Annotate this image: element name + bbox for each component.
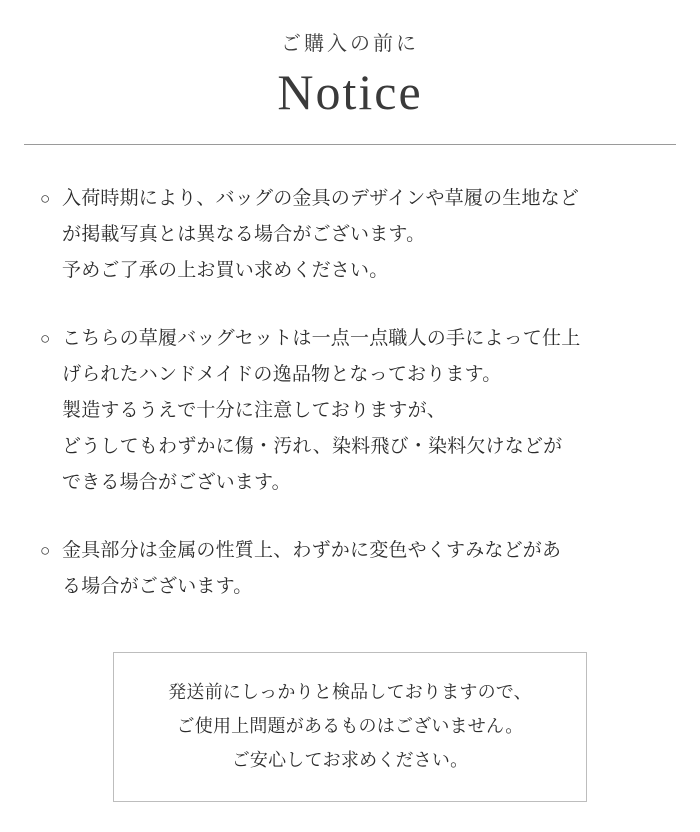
notice-line: げられたハンドメイドの逸品物となっております。 [62, 363, 502, 385]
callout-box [113, 652, 587, 802]
page-title: Notice [277, 64, 423, 120]
header-subtitle: ご購入の前に [281, 33, 419, 55]
callout-line: ご安心してお求めください。 [231, 750, 469, 770]
circle-bullet-icon: ○ [40, 328, 51, 348]
circle-bullet-icon: ○ [40, 188, 51, 208]
notice-line: 製造するうえで十分に注意しておりますが、 [62, 399, 447, 421]
notice-line: 金具部分は金属の性質上、わずかに変色やくすみなどがあ [62, 539, 562, 561]
notice-item-body [62, 533, 660, 605]
notice-item [40, 533, 660, 605]
notice-line: 入荷時期により、バッグの金具のデザインや草履の生地など [62, 187, 580, 209]
callout-line: 発送前にしっかりと検品しておりますので、 [168, 682, 532, 702]
notice-line: が掲載写真とは異なる場合がございます。 [62, 223, 426, 245]
notice-line: 予めご了承の上お買い求めください。 [62, 259, 389, 281]
callout-wrapper [0, 652, 700, 802]
notice-line: る場合がございます。 [62, 575, 253, 597]
notice-list [40, 145, 660, 605]
notice-line: できる場合がございます。 [62, 471, 291, 493]
notice-line: どうしてもわずかに傷・汚れ、染料飛び・染料欠けなどが [62, 435, 563, 457]
notice-item [40, 321, 660, 501]
page-header [0, 0, 700, 145]
notice-line: こちらの草履バッグセットは一点一点職人の手によって仕上 [62, 327, 581, 349]
notice-item-body [62, 321, 660, 501]
callout-line: ご使用上問題があるものはございません。 [176, 716, 524, 736]
circle-bullet-icon: ○ [40, 540, 51, 560]
notice-item [40, 181, 660, 289]
notice-item-body [62, 181, 660, 289]
